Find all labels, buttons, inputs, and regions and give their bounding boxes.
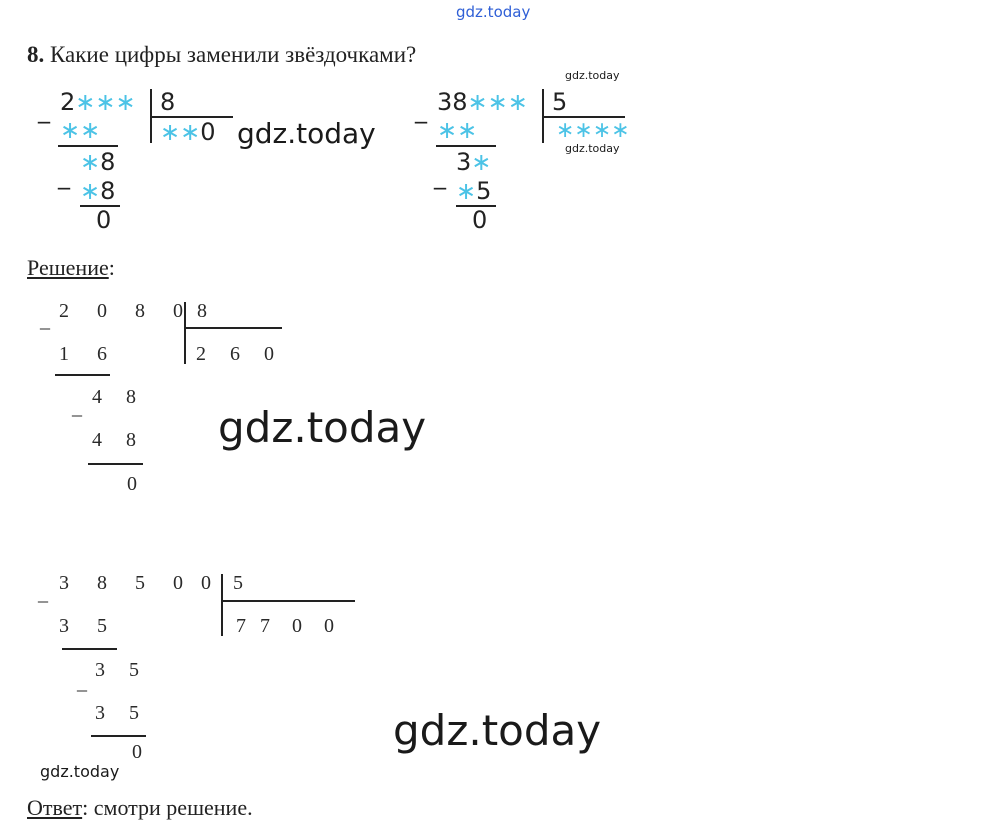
watermark-small: gdz.today <box>565 142 620 155</box>
division-line <box>185 327 282 329</box>
division-bar <box>221 574 223 636</box>
puzzle1-divisor: 8 <box>160 88 176 116</box>
division-line <box>222 600 355 602</box>
puzzle2-dividend: 38∗∗∗ <box>437 88 528 116</box>
solution1-partial: 4 8 <box>92 386 136 408</box>
solution1-remainder: 0 <box>127 473 137 495</box>
underline <box>436 145 496 147</box>
underline <box>88 463 143 465</box>
puzzle1-row4: ∗8 <box>80 177 116 205</box>
underline <box>58 145 118 147</box>
task-header <box>27 42 416 68</box>
solution1-subtract2: 4 8 <box>92 429 136 451</box>
puzzle1-remainder: 0 <box>96 206 112 234</box>
solution1-dividend: 2 0 <box>59 300 107 322</box>
solution2-quotient: 7 7 0 0 <box>236 615 334 637</box>
answer-text: : смотри решение. <box>82 795 253 820</box>
puzzle2-divisor: 5 <box>552 88 568 116</box>
solution1-quotient: 2 6 0 <box>196 343 274 365</box>
puzzle1-row3: ∗8 <box>80 148 116 176</box>
solution-heading: Решение: <box>27 255 115 280</box>
minus-sign: _ <box>77 672 87 694</box>
puzzle2-subtrahend: ∗∗ <box>437 116 478 144</box>
watermark-bottom: gdz.today <box>40 762 120 781</box>
division-bar <box>184 302 186 364</box>
task-text: Какие цифры заменили звёздочками? <box>50 42 417 67</box>
minus-sign: _ <box>415 96 427 124</box>
puzzle2-remainder: 0 <box>472 206 488 234</box>
solution1-dividend-rest: 8 0 <box>135 300 183 322</box>
underline <box>91 735 146 737</box>
solution1-subtract1: 1 6 <box>59 343 107 365</box>
star-glyph: ∗∗∗ <box>75 88 136 116</box>
solution2-dividend: 3 8 5 0 0 <box>59 572 211 594</box>
minus-sign: _ <box>72 397 82 419</box>
minus-sign: _ <box>38 96 50 124</box>
puzzle2-row4: ∗5 <box>456 177 492 205</box>
solution2-subtract1: 3 5 <box>59 615 107 637</box>
underline <box>62 648 117 650</box>
answer-line <box>27 795 253 821</box>
puzzle2-quotient: ∗∗∗∗ <box>556 118 630 143</box>
watermark-top: gdz.today <box>456 3 531 21</box>
minus-sign: _ <box>434 162 446 190</box>
solution2-partial: 3 5 <box>95 659 139 681</box>
answer-label: Ответ <box>27 795 83 820</box>
puzzle1-subtrahend: ∗∗ <box>60 116 101 144</box>
solution2-divisor: 5 <box>233 572 243 594</box>
minus-sign: _ <box>40 310 50 332</box>
puzzle1-quotient: ∗∗0 <box>160 118 216 146</box>
watermark-small: gdz.today <box>565 69 620 82</box>
watermark-mid: gdz.today <box>237 117 376 150</box>
puzzle1-dividend: 2∗∗∗ <box>60 88 136 116</box>
watermark-big: gdz.today <box>218 403 427 452</box>
minus-sign: _ <box>38 583 48 605</box>
underline <box>55 374 110 376</box>
solution1-divisor: 8 <box>197 300 207 322</box>
minus-sign: _ <box>58 162 70 190</box>
puzzle2-row3: 3∗ <box>456 148 492 176</box>
solution2-remainder: 0 <box>132 741 142 763</box>
solution2-subtract2: 3 5 <box>95 702 139 724</box>
task-number: 8. <box>27 42 45 67</box>
solution-label: Решение <box>27 255 109 280</box>
watermark-big: gdz.today <box>393 706 602 755</box>
